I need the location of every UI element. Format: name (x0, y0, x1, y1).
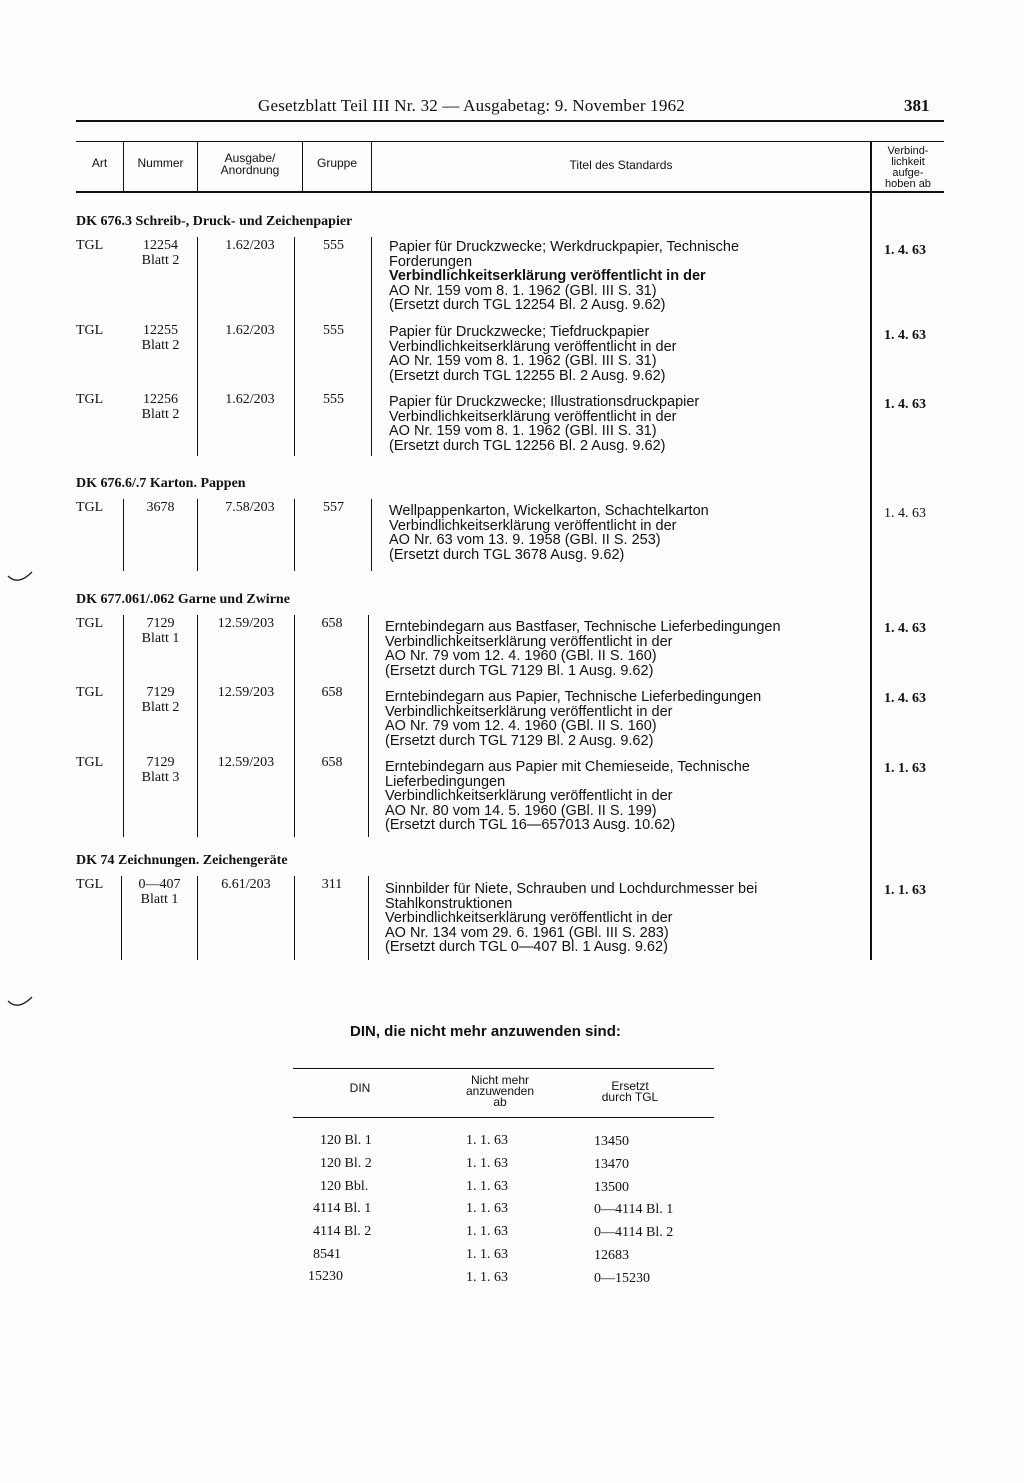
row-gruppe: 658 (321, 755, 343, 770)
title-line: Erntebindegarn aus Bastfaser, Technische Lieferbedingungen (385, 619, 781, 635)
din-tgl: 0—4114 Bl. 2 (594, 1225, 674, 1240)
row-title (385, 620, 855, 678)
row-blatt: Blatt 1 (141, 631, 180, 646)
din-tgl: 13470 (594, 1157, 629, 1172)
row-nummer (124, 616, 197, 646)
row-ausgabe: 12.59/203 (217, 616, 275, 631)
row-nummer (124, 392, 197, 422)
row-nummer (124, 323, 197, 353)
row-nummer-value: 0—407 (138, 877, 181, 892)
title-line: (Ersetzt durch TGL 7129 Bl. 2 Ausg. 9.62) (385, 732, 654, 749)
din-col-header-din: DIN (349, 1081, 371, 1095)
title-line: AO Nr. 159 vom 8. 1. 1962 (GBl. III S. 31) (389, 423, 657, 440)
din-value: 120 Bl. 1 (320, 1133, 372, 1148)
row-nummer-value: 7129 (146, 755, 175, 770)
din-tgl: 13500 (594, 1180, 629, 1195)
title-line: (Ersetzt durch TGL 7129 Bl. 1 Ausg. 9.62) (385, 662, 654, 679)
din-col-header-line: Ersetzt (611, 1079, 649, 1093)
row-ausgabe: 12.59/203 (217, 685, 275, 700)
row-gruppe: 555 (323, 323, 344, 338)
row-date: 1. 4. 63 (884, 506, 926, 521)
row-date: 1. 4. 63 (884, 243, 926, 258)
col-divider (371, 499, 372, 571)
header-rule (76, 120, 944, 122)
row-nummer (124, 500, 197, 515)
row-title (385, 760, 855, 833)
title-line: Papier für Druckzwecke; Werkdruckpapier, Technische (389, 239, 740, 255)
title-line: AO Nr. 79 vom 12. 4. 1960 (GBl. II S. 160) (385, 718, 657, 735)
table-top-rule (76, 141, 944, 142)
row-title (389, 240, 859, 313)
title-line: (Ersetzt durch TGL 12255 Bl. 2 Ausg. 9.62) (389, 367, 666, 384)
row-date: 1. 1. 63 (884, 761, 926, 776)
title-line: (Ersetzt durch TGL 12256 Bl. 2 Ausg. 9.62) (389, 437, 666, 454)
title-line: Verbindlichkeitserklärung veröffentlicht in der (385, 910, 673, 927)
col-header-art: Art (91, 156, 108, 170)
title-line: AO Nr. 159 vom 8. 1. 1962 (GBl. III S. 31) (389, 282, 657, 299)
din-ab: 1. 1. 63 (466, 1179, 508, 1194)
din-col-header-line: anzuwenden (465, 1084, 535, 1098)
row-gruppe: 311 (321, 877, 343, 892)
din-value: 8541 (313, 1247, 341, 1262)
row-nummer-value: 12254 (143, 238, 178, 253)
din-ab: 1. 1. 63 (466, 1270, 508, 1285)
col-divider (368, 876, 369, 960)
din-value: 4114 Bl. 2 (313, 1224, 372, 1239)
title-line: AO Nr. 79 vom 12. 4. 1960 (GBl. II S. 160) (385, 648, 657, 665)
din-tgl: 0—15230 (594, 1271, 650, 1286)
din-value: 120 Bl. 2 (320, 1156, 372, 1171)
din-col-header-ersetzt (585, 1081, 675, 1103)
col-header-ausgabe (198, 152, 302, 176)
section-heading: DK 74 Zeichnungen. Zeichengeräte (76, 853, 288, 868)
din-value: 120 Bbl. (320, 1179, 369, 1194)
row-date: 1. 4. 63 (884, 397, 926, 412)
row-title (385, 690, 855, 748)
section-heading: DK 676.6/.7 Karton. Pappen (76, 476, 246, 491)
row-nummer-value: 7129 (146, 616, 175, 631)
row-date: 1. 4. 63 (884, 328, 926, 343)
title-line: (Ersetzt durch TGL 3678 Ausg. 9.62) (389, 546, 625, 563)
row-ausgabe: 6.61/203 (221, 877, 271, 892)
row-blatt: Blatt 1 (140, 892, 179, 907)
row-gruppe: 658 (321, 685, 343, 700)
row-blatt: Blatt 2 (141, 338, 180, 353)
din-title: DIN, die nicht mehr anzuwenden sind: (350, 1023, 621, 1040)
col-header-titel: Titel des Standards (569, 158, 673, 172)
title-line: (Ersetzt durch TGL 12254 Bl. 2 Ausg. 9.62) (389, 297, 666, 314)
row-nummer-value: 12256 (143, 392, 178, 407)
title-line: AO Nr. 159 vom 8. 1. 1962 (GBl. III S. 31) (389, 353, 657, 370)
row-nummer-value: 7129 (146, 685, 175, 700)
row-nummer (124, 238, 197, 268)
row-gruppe: 555 (323, 392, 344, 407)
din-col-header-line: ab (493, 1095, 507, 1109)
din-ab: 1. 1. 63 (466, 1133, 508, 1148)
row-blatt: Blatt 3 (141, 770, 180, 785)
title-line: Forderungen (389, 253, 473, 270)
col-header-vb-line: aufge- (892, 167, 924, 179)
din-ab: 1. 1. 63 (466, 1201, 508, 1216)
din-ab: 1. 1. 63 (466, 1224, 508, 1239)
title-line: Verbindlichkeitserklärung veröffentlicht in der (385, 703, 673, 720)
table-head-rule (76, 191, 944, 193)
col-divider (870, 142, 872, 960)
title-line: Stahlkonstruktionen (385, 895, 513, 912)
row-art: TGL (76, 392, 104, 407)
row-art: TGL (76, 323, 104, 338)
col-header-verbindlichkeit (872, 146, 944, 190)
row-art: TGL (76, 755, 104, 770)
row-title (389, 395, 859, 453)
section-heading: DK 677.061/.062 Garne und Zwirne (76, 592, 290, 607)
col-divider (368, 615, 369, 837)
title-line: Verbindlichkeitserklärung veröffentlicht in der (389, 408, 677, 425)
col-divider (197, 615, 198, 837)
row-title (389, 325, 859, 383)
din-value: 15230 (308, 1269, 343, 1284)
col-header-vb-line: hoben ab (885, 178, 931, 190)
din-ab: 1. 1. 63 (466, 1247, 508, 1262)
title-line: (Ersetzt durch TGL 0—407 Bl. 1 Ausg. 9.62) (385, 939, 668, 956)
title-line: AO Nr. 80 vom 14. 5. 1960 (GBl. II S. 199) (385, 802, 657, 819)
din-tgl: 0—4114 Bl. 1 (594, 1202, 674, 1217)
row-nummer-value: 12255 (143, 323, 178, 338)
row-art: TGL (76, 877, 104, 892)
margin-mark (6, 995, 36, 1015)
title-line: Papier für Druckzwecke; Tiefdruckpapier (389, 324, 650, 340)
title-line: Verbindlichkeitserklärung veröffentlicht in der (389, 338, 677, 355)
title-line: AO Nr. 63 vom 13. 9. 1958 (GBl. II S. 253) (389, 532, 661, 549)
col-divider (294, 876, 295, 960)
row-title (389, 504, 859, 562)
col-header-vb-line: Verbind- (887, 145, 929, 157)
row-title (385, 882, 855, 955)
din-col-header-nicht (450, 1075, 550, 1108)
row-date: 1. 1. 63 (884, 883, 926, 898)
din-col-header-line: Nicht mehr (470, 1073, 529, 1087)
col-header-ausgabe-line: Ausgabe/ (224, 151, 276, 165)
row-art: TGL (76, 500, 104, 515)
col-divider (197, 237, 198, 456)
row-date: 1. 4. 63 (884, 621, 926, 636)
row-gruppe: 658 (321, 616, 343, 631)
row-nummer-value: 3678 (146, 500, 175, 515)
din-top-rule (293, 1068, 714, 1069)
title-line: Erntebindegarn aus Papier, Technische Lieferbedingungen (385, 689, 762, 705)
title-line: Papier für Druckzwecke; Illustrationsdruckpapier (389, 394, 700, 410)
row-gruppe: 557 (323, 500, 344, 515)
din-head-rule (293, 1117, 714, 1118)
title-line: Lieferbedingungen (385, 773, 506, 790)
row-art: TGL (76, 238, 104, 253)
row-nummer (124, 685, 197, 715)
col-header-vb-line: lichkeit (891, 156, 925, 168)
col-header-gruppe: Gruppe (316, 156, 358, 170)
row-nummer (122, 877, 197, 907)
col-divider (123, 615, 124, 837)
row-nummer (124, 755, 197, 785)
title-line: Verbindlichkeitserklärung veröffentlicht in der (385, 633, 673, 650)
col-header-ausgabe-line: Anordnung (220, 163, 280, 177)
din-ab: 1. 1. 63 (466, 1156, 508, 1171)
row-art: TGL (76, 685, 104, 700)
row-gruppe: 555 (323, 238, 344, 253)
row-ausgabe: 7.58/203 (225, 500, 275, 515)
margin-mark (6, 568, 36, 588)
din-tgl: 12683 (594, 1248, 629, 1263)
row-ausgabe: 12.59/203 (217, 755, 275, 770)
row-art: TGL (76, 616, 104, 631)
title-line: Verbindlichkeitserklärung veröffentlicht in der (389, 517, 677, 534)
page-header-title: Gesetzblatt Teil III Nr. 32 — Ausgabetag: 9. November 1962 (258, 96, 685, 115)
row-blatt: Blatt 2 (141, 253, 180, 268)
col-header-nummer: Nummer (137, 156, 184, 170)
row-ausgabe: 1.62/203 (225, 238, 275, 253)
din-tgl: 13450 (594, 1134, 629, 1149)
title-line: Sinnbilder für Niete, Schrauben und Lochdurchmesser bei (385, 881, 758, 897)
row-date: 1. 4. 63 (884, 691, 926, 706)
row-ausgabe: 1.62/203 (225, 323, 275, 338)
din-col-header-line: durch TGL (601, 1090, 659, 1104)
col-divider (294, 615, 295, 837)
row-blatt: Blatt 2 (141, 700, 180, 715)
row-ausgabe: 1.62/203 (225, 392, 275, 407)
page-number: 381 (904, 96, 930, 115)
din-value: 4114 Bl. 1 (313, 1201, 372, 1216)
title-line: Verbindlichkeitserklärung veröffentlicht in der (389, 268, 706, 285)
row-blatt: Blatt 2 (141, 407, 180, 422)
title-line: (Ersetzt durch TGL 16—657013 Ausg. 10.62) (385, 817, 676, 834)
title-line: AO Nr. 134 vom 29. 6. 1961 (GBl. III S. 283) (385, 924, 669, 941)
section-heading: DK 676.3 Schreib-, Druck- und Zeichenpapier (76, 214, 353, 229)
col-divider (371, 237, 372, 456)
title-line: Wellpappenkarton, Wickelkarton, Schachtelkarton (389, 503, 709, 519)
title-line: Verbindlichkeitserklärung veröffentlicht in der (385, 788, 673, 805)
title-line: Erntebindegarn aus Papier mit Chemieseide, Technische (385, 759, 750, 775)
col-divider (294, 237, 295, 456)
